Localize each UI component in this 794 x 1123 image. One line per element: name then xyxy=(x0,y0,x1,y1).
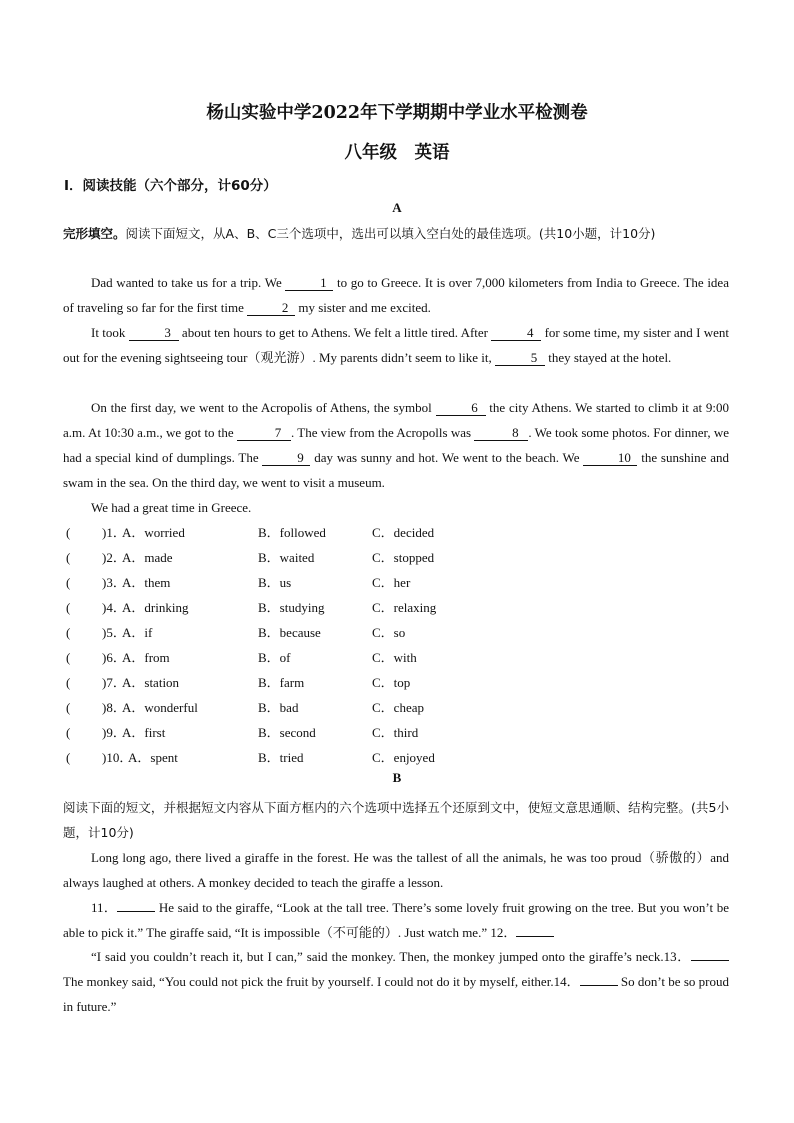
option-number: 5． xyxy=(106,625,126,640)
passage-text: “I said you couldn’t reach it, but I can,” said the monkey. Then, the monkey jumped onto the giraffe’s neck. xyxy=(91,949,664,964)
part-b-instruction: 阅读下面的短文，并根据短文内容从下面方框内的六个选项中选择五个还原到文中，使短文意思通顺、结构完整。(共5小题，计10分) xyxy=(63,800,729,840)
option-c[interactable]: C．decided xyxy=(372,525,435,540)
option-a[interactable]: A．station xyxy=(122,675,180,690)
passage-text: On the first day, we went to the Acropolis of Athens, the symbol xyxy=(91,400,436,415)
option-row xyxy=(66,595,486,620)
answer-paren-close: ) xyxy=(102,650,107,665)
option-number: 3． xyxy=(106,575,126,590)
blank-6[interactable]: 6 xyxy=(436,400,486,416)
option-row xyxy=(66,570,486,595)
option-number: 9． xyxy=(106,725,126,740)
blank-2[interactable]: 2 xyxy=(247,300,295,316)
answer-paren-close: ) xyxy=(102,550,107,565)
option-number: 2． xyxy=(106,550,126,565)
option-number: 1． xyxy=(106,525,126,540)
answer-paren-open[interactable]: ( xyxy=(66,575,71,590)
option-a[interactable]: A．them xyxy=(122,575,171,590)
option-a[interactable]: A．made xyxy=(122,550,173,565)
option-a[interactable]: A．from xyxy=(122,650,170,665)
blank-1[interactable]: 1 xyxy=(285,275,333,291)
answer-paren-open[interactable]: ( xyxy=(66,750,71,765)
option-c[interactable]: C．enjoyed xyxy=(372,750,435,765)
option-number: 7． xyxy=(106,675,126,690)
option-b[interactable]: B．of xyxy=(258,650,291,665)
question-number: 11． xyxy=(91,900,118,915)
option-b[interactable]: B．tried xyxy=(258,750,304,765)
passage-paragraph: We had a great time in Greece. xyxy=(91,500,252,515)
option-a[interactable]: A．first xyxy=(122,725,166,740)
exam-subtitle: 八年级 英语 xyxy=(344,143,450,163)
option-row xyxy=(66,645,486,670)
option-number: 6． xyxy=(106,650,126,665)
answer-paren-open[interactable]: ( xyxy=(66,525,71,540)
option-number: 8． xyxy=(106,700,126,715)
answer-blank-11[interactable] xyxy=(117,911,155,912)
part-a-label: A xyxy=(392,200,402,215)
passage-b-paragraph xyxy=(63,895,729,945)
option-c[interactable]: C．third xyxy=(372,725,419,740)
option-row xyxy=(66,620,486,645)
instruction-text: 阅读下面短文，从A、B、C三个选项中，选出可以填入空白处的最佳选项。(共10小题，计10分) xyxy=(125,226,656,241)
option-row xyxy=(66,720,486,745)
option-a[interactable]: A．spent xyxy=(128,750,178,765)
option-a[interactable]: A．if xyxy=(122,625,153,640)
option-b[interactable]: B．bad xyxy=(258,700,299,715)
option-row xyxy=(66,545,486,570)
part-a-instruction xyxy=(63,221,729,246)
answer-paren-open[interactable]: ( xyxy=(66,675,71,690)
blank-9[interactable]: 9 xyxy=(262,450,310,466)
passage-text: my sister and me excited. xyxy=(295,300,431,315)
option-number: 4． xyxy=(106,600,126,615)
passage-paragraph xyxy=(63,395,729,495)
answer-blank-14[interactable] xyxy=(580,985,618,986)
passage-b-paragraph xyxy=(63,944,729,1019)
option-b[interactable]: B．waited xyxy=(258,550,315,565)
answer-blank-12[interactable] xyxy=(516,936,554,937)
option-c[interactable]: C．so xyxy=(372,625,406,640)
passage-text: He said to the giraffe, “Look at the tall tree. There’s some lovely fruit growing on the tree. But you won’t be able to pick it.” The giraffe said, “It is impossible（不可能的）. Just watch me.” xyxy=(63,900,729,940)
option-a[interactable]: A．wonderful xyxy=(122,700,198,715)
blank-8[interactable]: 8 xyxy=(474,425,528,441)
exam-title: 杨山实验中学2022年下学期期中学业水平检测卷 xyxy=(206,103,588,123)
answer-paren-close: ) xyxy=(102,750,107,765)
passage-text: The monkey said, “You could not pick the fruit by yourself. I could not do it by myself, either. xyxy=(63,974,554,989)
answer-paren-close: ) xyxy=(102,600,107,615)
question-number: 12． xyxy=(490,925,517,940)
option-c[interactable]: C．relaxing xyxy=(372,600,437,615)
passage-text: the city Athens. We started to climb it at 9:00 a.m. At 10:30 a.m., we got to the xyxy=(63,400,729,440)
option-b[interactable]: B．us xyxy=(258,575,292,590)
answer-paren-open[interactable]: ( xyxy=(66,650,71,665)
answer-blank-13[interactable] xyxy=(691,960,729,961)
option-b[interactable]: B．second xyxy=(258,725,316,740)
passage-text: It took xyxy=(91,325,129,340)
answer-paren-close: ) xyxy=(102,675,107,690)
blank-5[interactable]: 5 xyxy=(495,350,545,366)
passage-text: So don’t be so proud in future.” xyxy=(63,974,729,1014)
answer-paren-close: ) xyxy=(102,525,107,540)
passage-text: Dad wanted to take us for a trip. We xyxy=(91,275,286,290)
option-number: 10． xyxy=(106,750,133,765)
section-heading: Ⅰ．阅读技能（六个部分，计60分） xyxy=(64,178,277,194)
blank-7[interactable]: 7 xyxy=(237,425,291,441)
answer-paren-close: ) xyxy=(102,700,107,715)
answer-paren-close: ) xyxy=(102,625,107,640)
blank-3[interactable]: 3 xyxy=(129,325,179,341)
answer-paren-open[interactable]: ( xyxy=(66,625,71,640)
option-a[interactable]: A．worried xyxy=(122,525,185,540)
passage-text: day was sunny and hot. We went to the beach. We xyxy=(310,450,584,465)
blank-10[interactable]: 10 xyxy=(583,450,637,466)
passage-text: the sunshine and swam in the sea. On the third day, we went to visit a museum. xyxy=(63,450,730,490)
option-c[interactable]: C．top xyxy=(372,675,411,690)
passage-text: . The view from the Acropolls was xyxy=(290,425,475,440)
option-c[interactable]: C．stopped xyxy=(372,550,435,565)
option-b[interactable]: B．followed xyxy=(258,525,326,540)
option-row xyxy=(66,670,486,695)
question-number: 14． xyxy=(553,974,580,989)
part-b-label: B xyxy=(392,770,402,785)
passage-paragraph xyxy=(63,270,729,320)
blank-4[interactable]: 4 xyxy=(491,325,541,341)
answer-paren-close: ) xyxy=(102,725,107,740)
passage-b-paragraph: Long long ago, there lived a giraffe in the forest. He was the tallest of all the animals, he was too proud（骄傲的）and always laughed at others. A monkey decided to teach the giraffe a lesson. xyxy=(63,850,729,890)
option-row xyxy=(66,745,486,770)
option-c[interactable]: C．her xyxy=(372,575,411,590)
option-b[interactable]: B．farm xyxy=(258,675,305,690)
passage-text: . We took some photos. For dinner, we had a special kind of dumplings. The xyxy=(63,425,730,465)
passage-text: to go to Greece. It is over 7,000 kilometers from India to Greece. The idea of traveling so far for the first time xyxy=(63,275,729,315)
question-number: 13． xyxy=(663,949,691,964)
option-a[interactable]: A．drinking xyxy=(122,600,189,615)
answer-paren-open[interactable]: ( xyxy=(66,550,71,565)
answer-paren-open[interactable]: ( xyxy=(66,700,71,715)
option-row xyxy=(66,695,486,720)
instruction-type: 完形填空。 xyxy=(63,226,126,241)
passage-text: they stayed at the hotel. xyxy=(544,350,672,365)
option-b[interactable]: B．because xyxy=(258,625,321,640)
answer-paren-open[interactable]: ( xyxy=(66,725,71,740)
answer-paren-open[interactable]: ( xyxy=(66,600,71,615)
option-row xyxy=(66,520,486,545)
option-b[interactable]: B．studying xyxy=(258,600,325,615)
option-c[interactable]: C．with xyxy=(372,650,417,665)
passage-text: for some time, my sister and I went out for the evening sightseeing tour（观光游）. My parents didn’t seem to like it, xyxy=(63,325,729,365)
passage-text: about ten hours to get to Athens. We felt a little tired. After xyxy=(178,325,492,340)
option-c[interactable]: C．cheap xyxy=(372,700,424,715)
answer-paren-close: ) xyxy=(102,575,107,590)
passage-paragraph xyxy=(63,320,729,370)
